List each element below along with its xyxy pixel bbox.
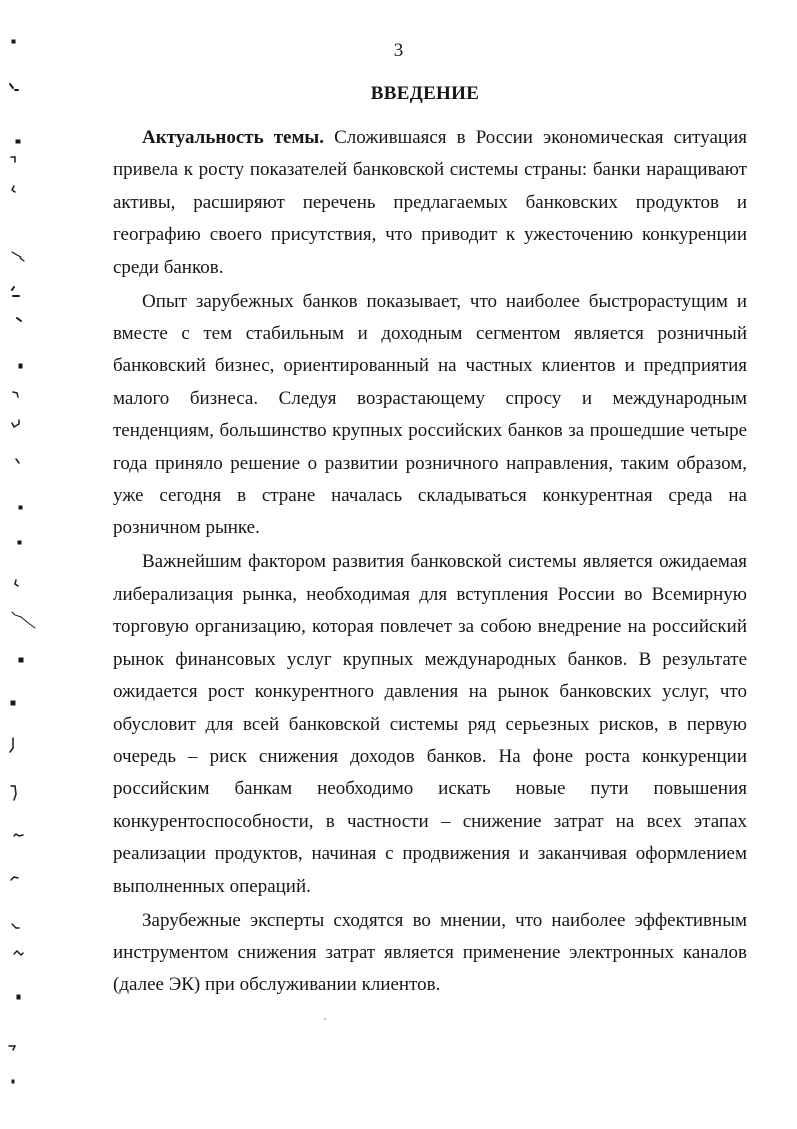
paragraph-text: Важнейшим фактором развития банковской системы является ожидаемая либерализация рынка, необходимая для вступления России во Всемирную торговую организацию, которая повлечет за собою внедрение на российский рынок финансовых услуг крупных международных банков. В результате ожидается рост конкурентного давления на рынок банковских услуг, что обусловит для всей банковской системы ряд серьезных рисков, в первую очередь – риск снижения доходов банков. На фоне роста конкуренции российским банкам необходимо искать новые пути повышения конкурентоспособности, в частности – снижение затрат на всех этапах реализации продуктов, начиная с продвижения и заканчивая оформлением выполненных операций. [113,551,747,897]
scan-artifact [12,612,35,628]
document-body [113,122,747,1003]
scan-artifact [12,420,19,427]
page-number: 3 [393,40,404,61]
paragraph-foreign-experience [113,286,747,545]
scan-artifact [10,738,13,752]
scan-margin-artifacts [0,0,40,1129]
scan-artifact [12,1080,14,1083]
paragraph-liberalization [113,546,747,902]
scan-artifact [16,459,19,463]
scan-artifact [15,580,18,586]
paragraph-text: Сложившаяся в России экономическая ситуация привела к росту показателей банковской системы страны: банки наращивают активы, расширяют перечень предлагаемых банковских продуктов и географию своего присутствия, что приводит к ужесточению конкуренции среди банков. [113,127,747,278]
scan-artifact [11,157,15,162]
paragraph-relevance [113,122,747,284]
scan-artifact [18,541,21,544]
scan-artifact [19,658,23,662]
section-heading: ВВЕДЕНИЕ [370,83,480,104]
paragraph-text: Зарубежные эксперты сходятся во мнении, что наиболее эффективным инструментом снижения затрат является применение электронных каналов (далее ЭК) при обслуживании клиентов. [113,909,747,996]
scan-artifact [11,877,18,880]
scan-artifact [17,318,21,321]
scan-artifact [12,186,15,192]
scan-artifact [19,506,22,509]
paragraph-lead: Актуальность темы. [142,127,325,148]
scan-artifact [10,84,18,90]
scan-artifact [12,924,19,928]
scan-artifact [17,995,20,999]
scan-artifact [13,392,18,397]
scan-artifact [14,951,23,955]
scan-artifact [19,364,22,368]
paragraph-electronic-channels [113,905,747,1002]
scan-artifact [12,40,15,43]
scan-dust [324,1018,326,1020]
paragraph-text: Опыт зарубежных банков показывает, что наиболее быстрорастущим и вместе с тем стабильным и доходным сегментом является розничный банковский бизнес, ориентированный на частных клиентов и предприятия малого бизнеса. Следуя возрастающему спросу и международным тенденциям, большинство крупных российских банков за прошедшие четыре года приняло решение о развитии розничного направления, таким образом, уже сегодня в стране началась складываться конкурентная среда на розничном рынке. [113,290,747,539]
scan-artifact [12,252,24,261]
scan-artifact [14,834,23,836]
scan-artifact [12,287,19,296]
scan-artifact [9,1046,15,1050]
scan-artifact [11,701,15,705]
scan-artifact [16,140,20,143]
scan-artifact [11,786,16,800]
